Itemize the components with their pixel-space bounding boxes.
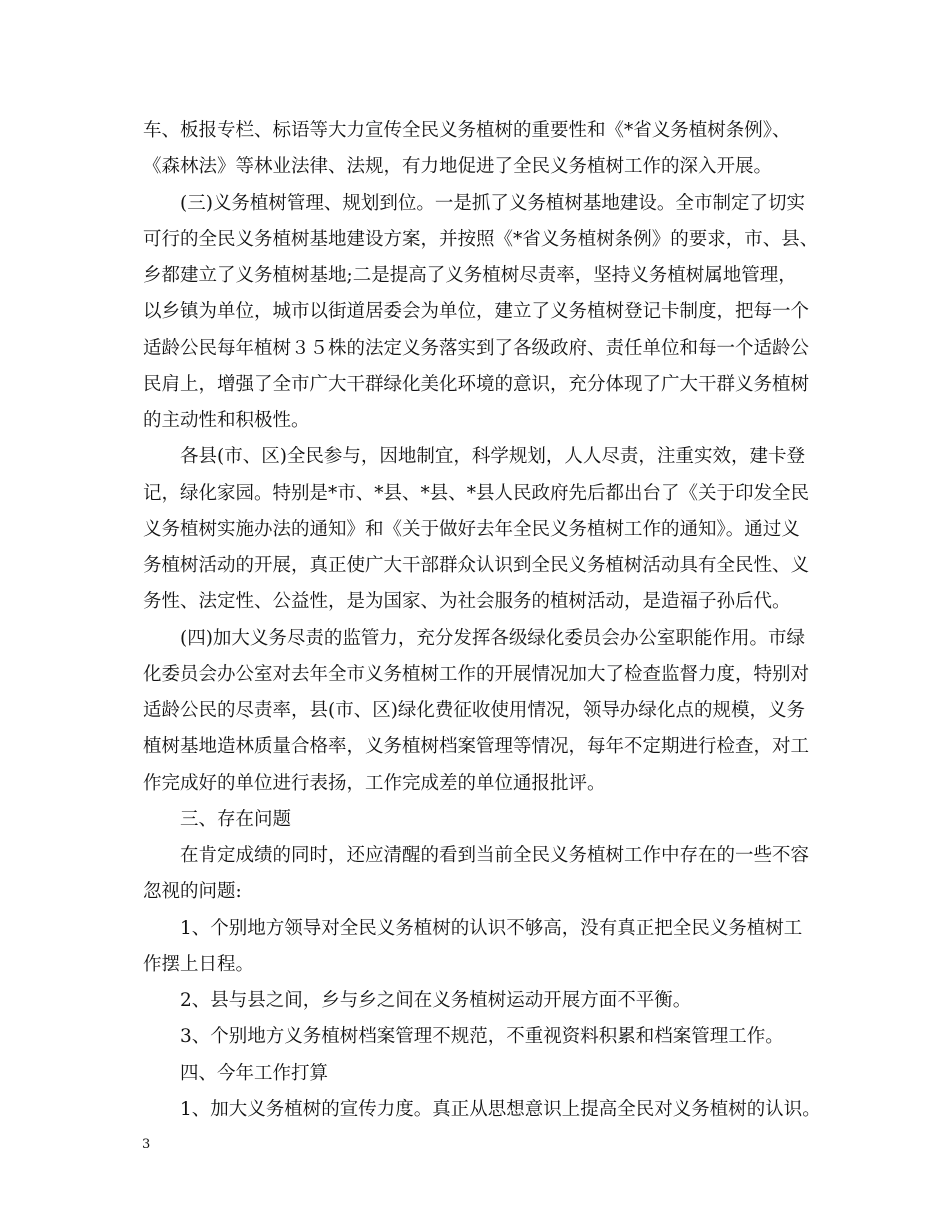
text-line: 记，绿化家园。特别是*市、*县、*县、*县人民政府先后都出台了《关于印发全民 (143, 482, 810, 504)
text-line: 务植树活动的开展，真正使广大干部群众认识到全民义务植树活动具有全民性、义 (143, 555, 810, 576)
text-line: 各县(市、区)全民参与，因地制宜，科学规划，人人尽责，注重实效，建卡登 (180, 446, 805, 468)
text-line: 义务植树实施办法的通知》和《关于做好去年全民义务植树工作的通知》。通过义 (143, 518, 800, 540)
text-line: 民肩上，增强了全市广大干群绿化美化环境的意识，充分体现了广大干群义务植树 (143, 373, 810, 395)
text-line: (三)义务植树管理、规划到位。一是抓了义务植树基地建设。全市制定了切实 (180, 192, 805, 214)
text-line: 化委员会办公室对去年全市义务植树工作的开展情况加大了检查监督力度，特别对 (143, 663, 810, 685)
text-line: 乡都建立了义务植树基地;二是提高了义务植树尽责率，坚持义务植树属地管理， (143, 265, 797, 286)
text-line: 在肯定成绩的同时，还应清醒的看到当前全民义务植树工作中存在的一些不容 (180, 845, 810, 866)
text-line: 植树基地造林质量合格率，义务植树档案管理等情况，每年不定期进行检查，对工 (143, 736, 810, 758)
text-line: 1、个别地方领导对全民义务植树的认识不够高，没有真正把全民义务植树工 (180, 917, 803, 939)
text-line: 《森林法》等林业法律、法规，有力地促进了全民义务植树工作的深入开展。 (143, 156, 773, 178)
text-line: 务性、法定性、公益性，是为国家、为社会服务的植树活动，是造福子孙后代。 (143, 591, 791, 613)
text-line: 作完成好的单位进行表扬，工作完成差的单位通报批评。 (143, 772, 606, 794)
page-number: 3 (142, 1137, 151, 1152)
text-line: 四、今年工作打算 (180, 1062, 329, 1084)
text-line: 1、加大义务植树的宣传力度。真正从思想意识上提高全民对义务植树的认识。 (180, 1098, 821, 1120)
text-line: 适龄公民每年植树３５株的法定义务落实到了各级政府、责任单位和每一个适龄公 (143, 337, 810, 359)
text-line: 忽视的问题: (143, 881, 242, 903)
text-line: 可行的全民义务植树基地建设方案，并按照《*省义务植树条例》的要求，市、县、 (143, 228, 819, 250)
text-line: 以乡镇为单位，城市以街道居委会为单位，建立了义务植树登记卡制度，把每一个 (143, 301, 810, 323)
text-line: 作摆上日程。 (143, 953, 255, 975)
document-body (143, 113, 823, 1128)
text-line: 的主动性和积极性。 (143, 410, 310, 431)
text-line: 3、个别地方义务植树档案管理不规范，不重视资料积累和档案管理工作。 (180, 1026, 784, 1048)
text-line: 车、板报专栏、标语等大力宣传全民义务植树的重要性和《*省义务植树条例》、 (143, 120, 791, 141)
text-line: 2、县与县之间，乡与乡之间在义务植树运动开展方面不平衡。 (180, 990, 692, 1011)
text-line: 适龄公民的尽责率，县(市、区)绿化费征收使用情况，领导办绿化点的规模，义务 (143, 700, 805, 721)
text-line: (四)加大义务尽责的监管力，充分发挥各级绿化委员会办公室职能作用。市绿 (180, 627, 805, 649)
text-line: 三、存在问题 (180, 808, 292, 830)
